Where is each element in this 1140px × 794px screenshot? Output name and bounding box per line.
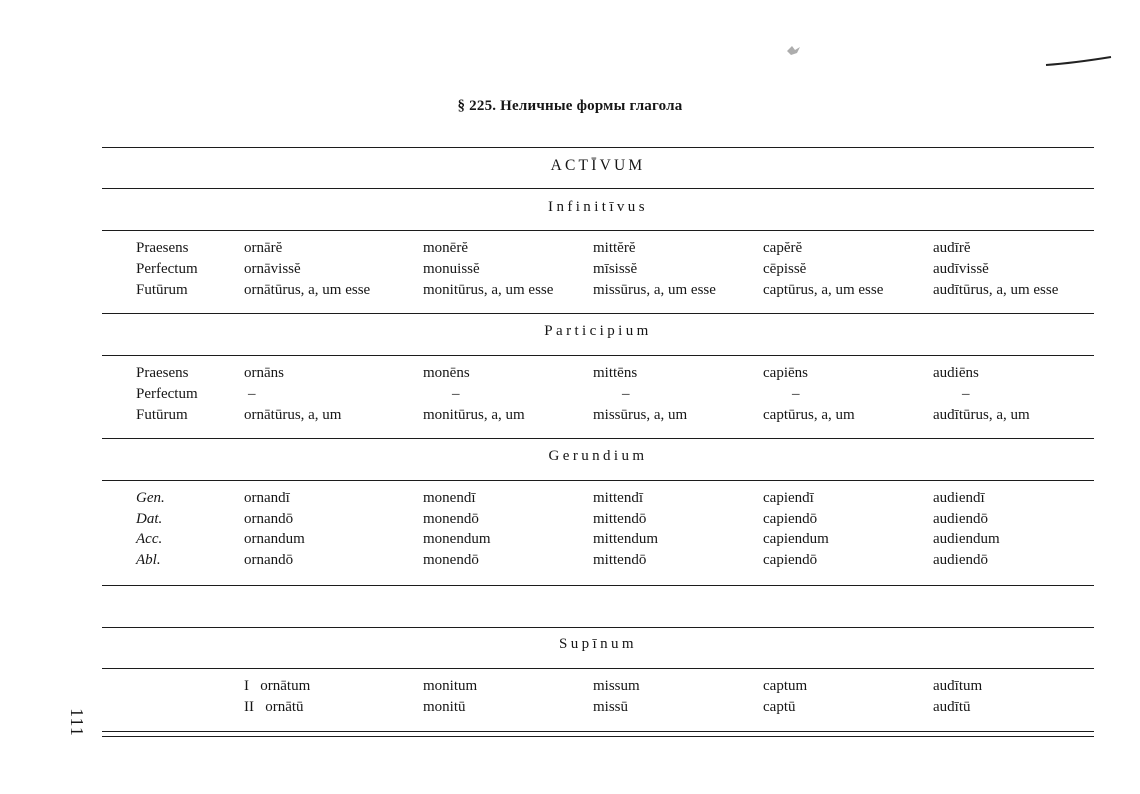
section-title-gerundium: Gerundium bbox=[548, 448, 648, 464]
table-cell: ornāns bbox=[244, 365, 284, 381]
rule-line bbox=[102, 438, 1094, 439]
table-cell: monitūrus, a, um bbox=[423, 407, 525, 423]
table-cell: ornandum bbox=[244, 531, 305, 547]
table-cell: missūrus, a, um esse bbox=[593, 282, 716, 298]
rule-line bbox=[102, 736, 1094, 737]
table-cell: ornārĕ bbox=[244, 240, 283, 256]
row-label: Futūrum bbox=[136, 407, 188, 423]
table-cell: monendum bbox=[423, 531, 491, 547]
table-cell: audītū bbox=[933, 699, 971, 715]
table-cell: audiendō bbox=[933, 552, 988, 568]
table-cell: missūrus, a, um bbox=[593, 407, 688, 423]
table-cell: – bbox=[452, 386, 460, 402]
table-cell: monendō bbox=[423, 511, 479, 527]
row-label: Futūrum bbox=[136, 282, 188, 298]
table-cell: capiendō bbox=[763, 552, 818, 568]
rule-line bbox=[102, 230, 1094, 231]
rule-line bbox=[102, 480, 1094, 481]
rule-line bbox=[102, 731, 1094, 732]
table-row bbox=[0, 699, 1140, 720]
rule-line bbox=[102, 147, 1094, 148]
table-cell: – bbox=[962, 386, 970, 402]
table-row bbox=[0, 365, 1140, 386]
table-cell: – bbox=[248, 386, 256, 402]
table-row bbox=[0, 552, 1140, 573]
row-label: Praesens bbox=[136, 240, 189, 256]
rule-line bbox=[102, 188, 1094, 189]
table-cell: monendō bbox=[423, 552, 479, 568]
table-cell: captūrus, a, um bbox=[763, 407, 855, 423]
table-row bbox=[0, 282, 1140, 303]
table-row bbox=[0, 678, 1140, 699]
table-cell: missum bbox=[593, 678, 640, 694]
table-cell: – bbox=[792, 386, 800, 402]
table-cell: captūrus, a, um esse bbox=[763, 282, 884, 298]
section-title-infinitivus: Infinitīvus bbox=[548, 199, 648, 215]
table-cell: monuissĕ bbox=[423, 261, 480, 277]
table-cell: mittēns bbox=[593, 365, 638, 381]
table-cell: ornātūrus, a, um bbox=[244, 407, 342, 423]
table-cell: capiēns bbox=[763, 365, 808, 381]
row-label: Gen. bbox=[136, 490, 165, 506]
pen-stroke-mark bbox=[1044, 54, 1114, 68]
rule-line bbox=[102, 627, 1094, 628]
section-title-participium: Participium bbox=[544, 323, 652, 339]
table-cell: cēpissĕ bbox=[763, 261, 807, 277]
table-row bbox=[0, 407, 1140, 428]
table-cell: ornāvissĕ bbox=[244, 261, 301, 277]
section-title-supinum: Supīnum bbox=[559, 636, 637, 652]
table-cell: ornandī bbox=[244, 490, 290, 506]
row-label: Praesens bbox=[136, 365, 189, 381]
table-cell: mittĕrĕ bbox=[593, 240, 636, 256]
table-row bbox=[0, 511, 1140, 532]
table-cell: ornandō bbox=[244, 511, 294, 527]
table-cell: audiendum bbox=[933, 531, 1000, 547]
rule-line bbox=[102, 355, 1094, 356]
table-cell: II ornātū bbox=[244, 699, 304, 715]
rule-line bbox=[102, 313, 1094, 314]
table-row bbox=[0, 490, 1140, 511]
table-cell: audīvissĕ bbox=[933, 261, 989, 277]
table-cell: ornandō bbox=[244, 552, 294, 568]
page-number: 111 bbox=[66, 708, 87, 737]
table-cell: ornātūrus, a, um esse bbox=[244, 282, 371, 298]
table-cell: audītūrus, a, um esse bbox=[933, 282, 1059, 298]
table-cell: mittendō bbox=[593, 511, 647, 527]
table-cell: monēns bbox=[423, 365, 470, 381]
table-cell: audiendī bbox=[933, 490, 985, 506]
table-cell: audiēns bbox=[933, 365, 979, 381]
table-cell: captū bbox=[763, 699, 796, 715]
table-row bbox=[0, 240, 1140, 261]
table-row bbox=[0, 531, 1140, 552]
section-title-activum: ACTĪVUM bbox=[550, 157, 646, 174]
table-cell: mīsissĕ bbox=[593, 261, 638, 277]
table-cell: capĕrĕ bbox=[763, 240, 803, 256]
table-cell: audītum bbox=[933, 678, 983, 694]
row-label: Dat. bbox=[136, 511, 163, 527]
table-cell: monitūrus, a, um esse bbox=[423, 282, 554, 298]
ink-smudge-mark bbox=[784, 42, 804, 58]
row-label: Acc. bbox=[136, 531, 163, 547]
table-cell: monērĕ bbox=[423, 240, 468, 256]
table-cell: audītūrus, a, um bbox=[933, 407, 1030, 423]
table-cell: monendī bbox=[423, 490, 476, 506]
table-cell: mittendō bbox=[593, 552, 647, 568]
page-title: § 225. Неличные формы глагола bbox=[457, 98, 683, 114]
row-label: Perfectum bbox=[136, 261, 198, 277]
row-label: Abl. bbox=[136, 552, 161, 568]
table-cell: I ornātum bbox=[244, 678, 311, 694]
table-row bbox=[0, 261, 1140, 282]
table-cell: mittendī bbox=[593, 490, 643, 506]
table-cell: capiendum bbox=[763, 531, 829, 547]
table-cell: capiendī bbox=[763, 490, 814, 506]
rule-line bbox=[102, 585, 1094, 586]
table-cell: – bbox=[622, 386, 630, 402]
table-cell: missū bbox=[593, 699, 629, 715]
table-cell: mittendum bbox=[593, 531, 658, 547]
table-cell: monitum bbox=[423, 678, 478, 694]
row-label: Perfectum bbox=[136, 386, 198, 402]
table-cell: audīrĕ bbox=[933, 240, 971, 256]
table-cell: captum bbox=[763, 678, 808, 694]
rule-line bbox=[102, 668, 1094, 669]
table-cell: monitū bbox=[423, 699, 466, 715]
table-cell: capiendō bbox=[763, 511, 818, 527]
table-row bbox=[0, 386, 1140, 407]
table-cell: audiendō bbox=[933, 511, 988, 527]
